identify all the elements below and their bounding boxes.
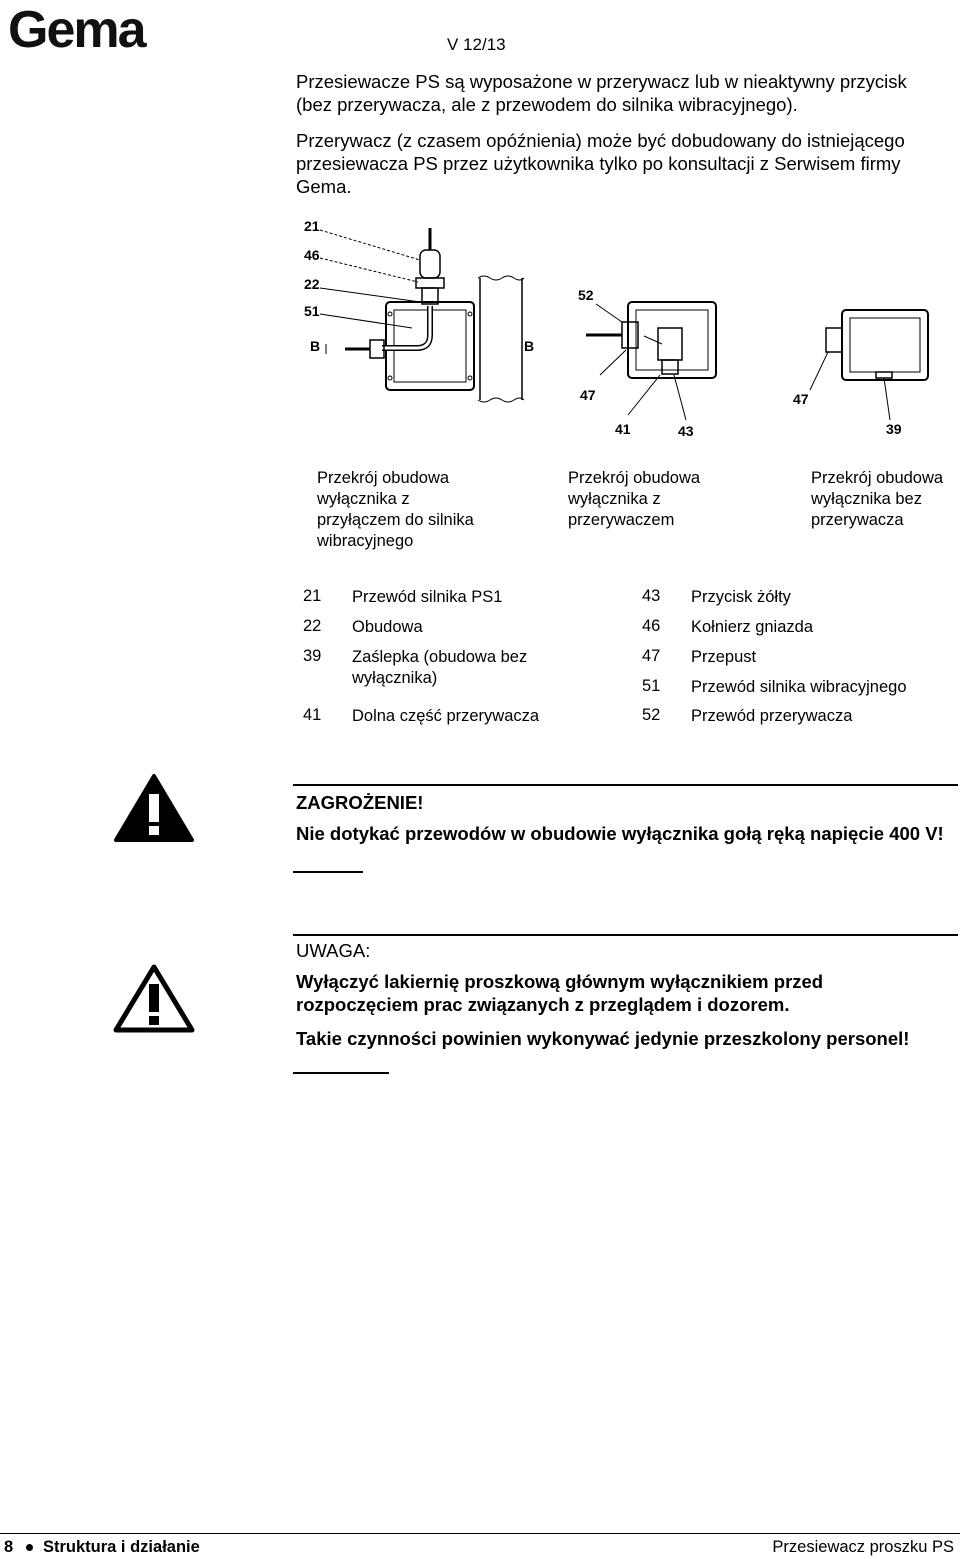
legend-number: 41 [303,706,322,724]
housing-with-vibration-motor-connection [320,228,524,402]
legend-number: 22 [303,617,322,635]
callout-47-mid: 47 [580,387,596,403]
legend-number: 52 [642,706,661,724]
legend-item: Przepust [691,648,757,666]
danger-bottom-rule [293,871,363,873]
footer-title: Przesiewacz proszku PS [772,1538,954,1556]
legend-number: 51 [642,677,661,695]
callout-41: 41 [615,421,631,437]
legend-item: Przewód przerywacza [691,707,853,725]
danger-text: Nie dotykać przewodów w obudowie wyłącznika gołą ręką napięcie 400 V! [296,823,944,844]
caution-title: UWAGA: [296,940,371,961]
legend-item: Zaślepka (obudowa bez wyłącznika) [352,648,528,687]
legend-number: 21 [303,587,322,605]
caution-text-2: Takie czynności powinien wykonywać jedynie przeszkolony personel! [296,1028,910,1049]
gema-logo: Gema [8,1,145,59]
legend-item: Dolna część przerywacza [352,707,540,725]
callout-39: 39 [886,421,902,437]
housing-with-interrupter [586,302,716,420]
page-number: 8 [4,1538,14,1556]
legend-number: 47 [642,647,661,665]
document-version: V 12/13 [447,35,506,54]
caption-with-motor-connection: Przekrój obudowa wyłącznika z przyłączem do silnika wibracyjnego [317,469,474,550]
intro-paragraph-2: Przerywacz (z czasem opóźnienia) może być dobudowany do istniejącego przesiewacza PS przez użytkownika tylko po konsultacji z Serwisem firmy Gema. [296,130,905,197]
legend-number: 39 [303,647,322,665]
callout-51: 51 [304,303,320,319]
callout-43: 43 [678,423,694,439]
legend-item: Przycisk żółty [691,588,791,606]
intro-paragraph-1: Przesiewacze PS są wyposażone w przerywacz lub w nieaktywny przycisk (bez przerywacza, ale z przewodem do silnika wibracyjnego). [296,71,907,115]
housing-without-interrupter [810,310,928,420]
callout-47-right: 47 [793,391,809,407]
caution-bottom-rule [293,1072,389,1074]
legend-item: Kołnierz gniazda [691,618,813,636]
legend-number: 43 [642,587,661,605]
legend-item: Przewód silnika wibracyjnego [691,678,907,696]
danger-top-rule [293,784,958,786]
legend-item: Przewód silnika PS1 [352,588,503,606]
danger-warning-icon [112,772,196,844]
caution-warning-icon [112,962,196,1034]
danger-title: ZAGROŻENIE! [296,792,424,813]
caption-with-interrupter: Przekrój obudowa wyłącznika z przerywaczem [568,469,701,529]
footer-section: Struktura i działanie [43,1538,200,1556]
section-mark-right: B [524,338,535,354]
switch-housing-drawing [290,210,960,445]
bullet-separator [26,1544,33,1551]
callout-22: 22 [304,276,320,292]
legend-number: 46 [642,617,661,635]
section-mark-left: B [310,338,321,354]
callout-52: 52 [578,287,594,303]
caution-text-1: Wyłączyć lakiernię proszkową głównym wyłącznikiem przed rozpoczęciem prac związanych z przeglądem i dozorem. [296,971,824,1015]
callout-21: 21 [304,218,320,234]
footer-rule [0,1533,960,1534]
callout-46: 46 [304,247,320,263]
caution-top-rule [293,934,958,936]
caption-without-interrupter: Przekrój obudowa wyłącznika bez przerywacza [811,469,944,529]
legend-item: Obudowa [352,618,423,636]
